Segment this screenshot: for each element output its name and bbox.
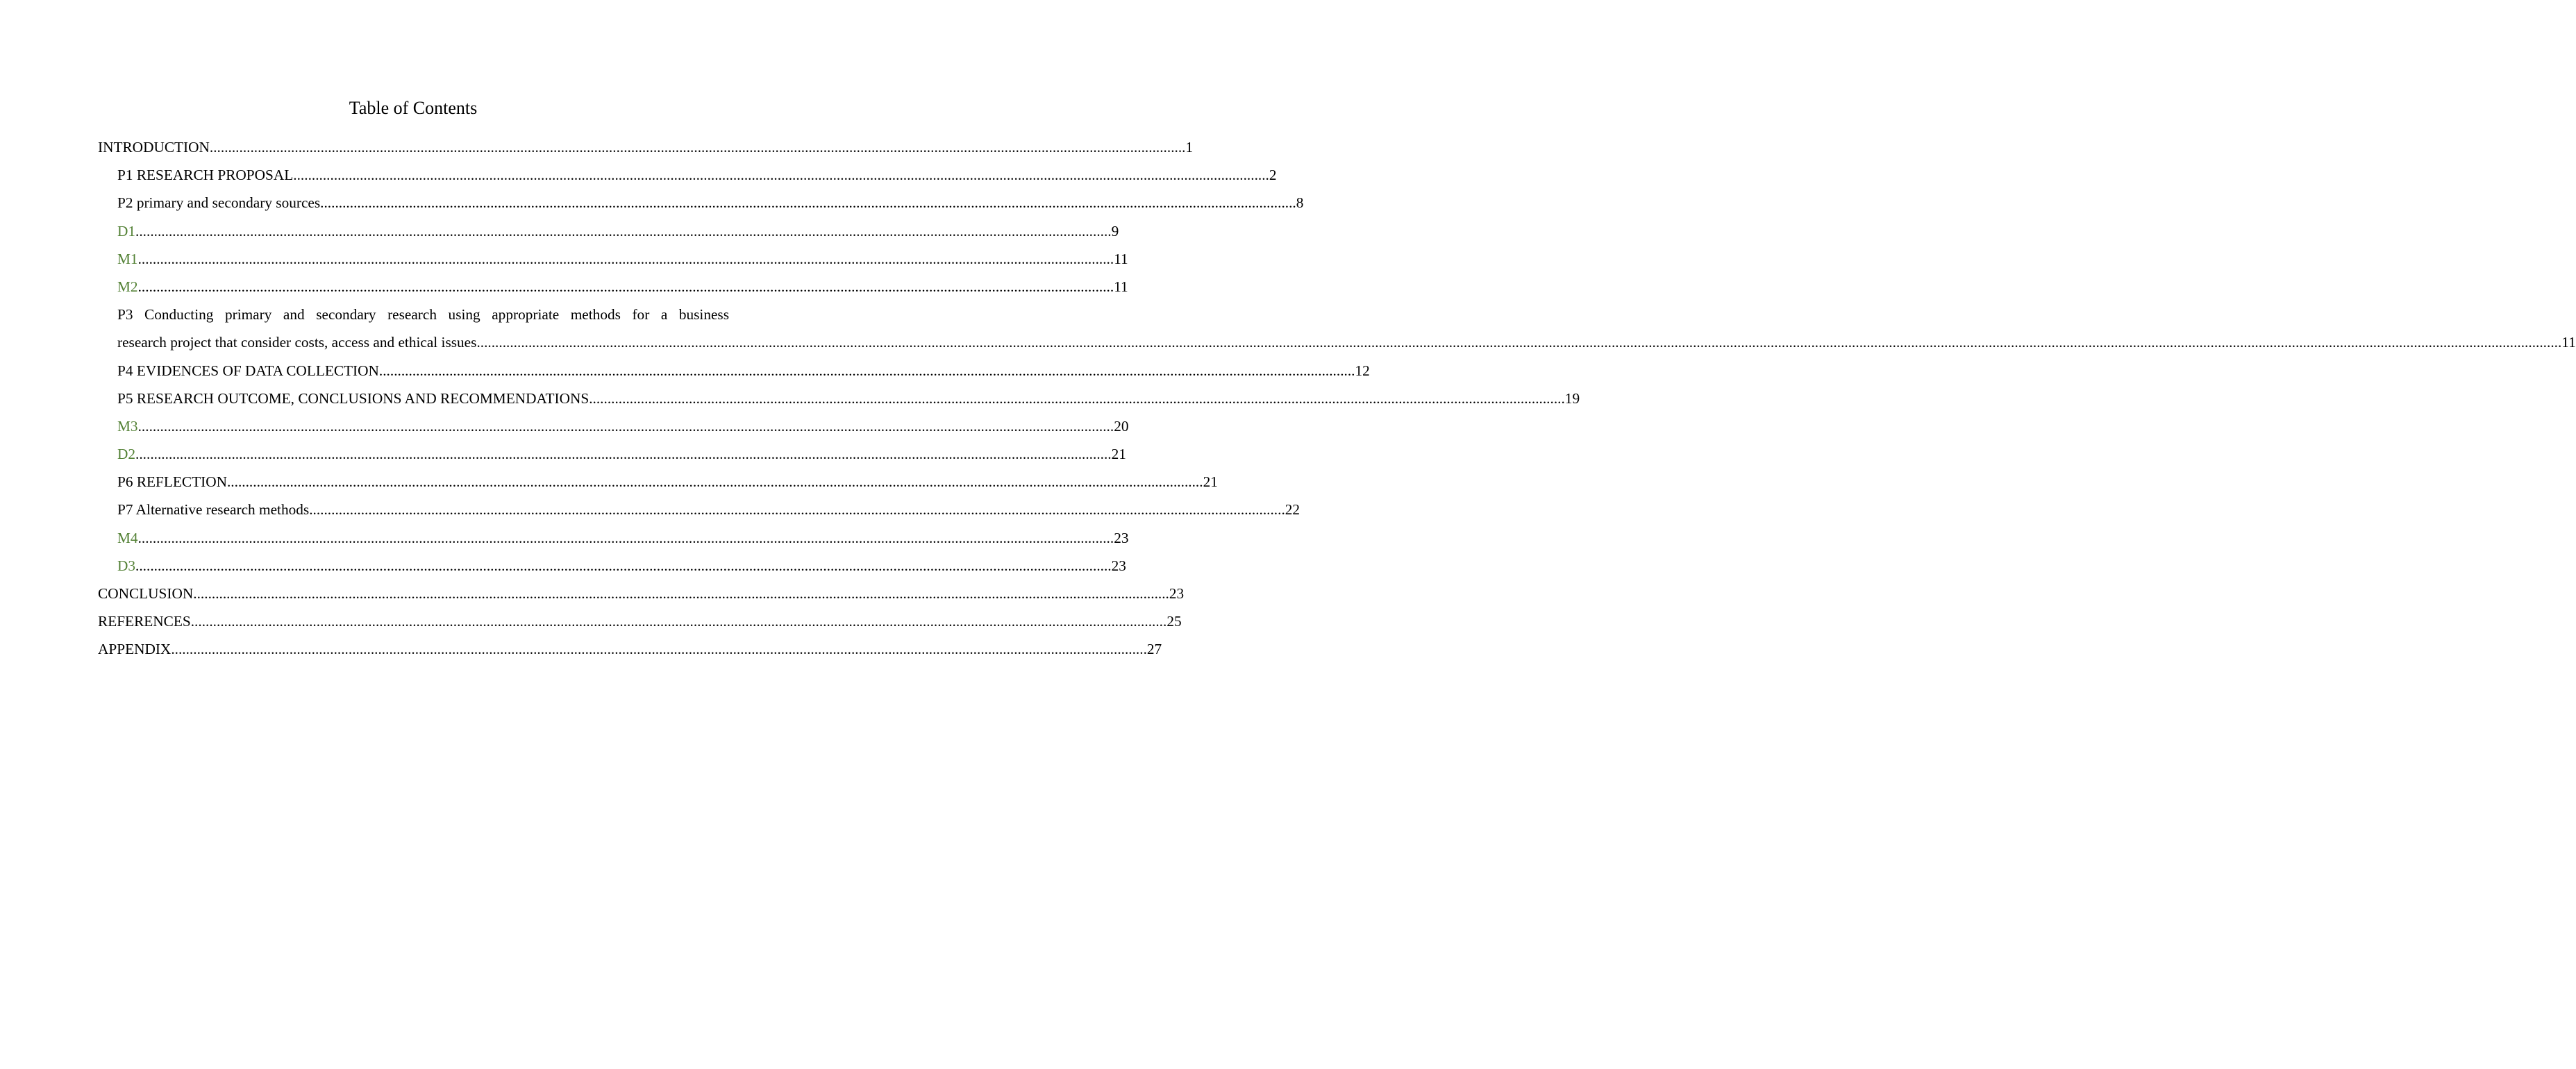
toc-list: [98, 133, 2576, 664]
toc-entry-introduction[interactable]: [98, 133, 1194, 161]
toc-entry-label: INTRODUCTION: [98, 139, 210, 155]
toc-entry-label: M2: [117, 278, 138, 295]
toc-entry-appendix[interactable]: [98, 635, 1162, 663]
toc-entry-label: M4: [117, 529, 138, 546]
toc-entry-label: D1: [117, 222, 136, 239]
toc-entry-label-line1: [117, 301, 729, 328]
dot-leader: [138, 412, 1114, 440]
toc-entry-label: P2 primary and secondary sources: [117, 194, 321, 212]
toc-entry-label: M1: [117, 250, 138, 267]
toc-page-number: 11: [2561, 334, 2576, 351]
toc-entry-m2[interactable]: [117, 273, 1128, 301]
dot-leader: [210, 133, 1186, 161]
toc-entry-m1[interactable]: [117, 245, 1128, 273]
toc-entry-p4[interactable]: [117, 357, 1370, 385]
toc-entry-m4[interactable]: [117, 524, 1129, 552]
dot-leader: ............................................................................................................................................................................................................................................................................................................ .....: [476, 328, 2561, 356]
toc-page-number: 27: [1146, 641, 1162, 658]
dot-leader: [171, 635, 1147, 663]
toc-entry-label: APPENDIX: [98, 641, 172, 658]
toc-page-number: 23: [1111, 557, 1126, 574]
toc-page-number: 23: [1114, 529, 1129, 546]
toc-entry-p7[interactable]: [117, 496, 1300, 523]
toc-page-number: 8: [1296, 194, 1304, 212]
dot-leader: [227, 468, 1203, 496]
toc-entry-p6[interactable]: [117, 468, 1218, 496]
toc-page-number: 21: [1111, 446, 1126, 463]
toc-entry-d2[interactable]: [117, 440, 1126, 468]
toc-entry-label: P6 REFLECTION: [117, 473, 227, 491]
dot-leader: [320, 189, 1296, 217]
toc-entry-label: REFERENCES: [98, 613, 191, 630]
toc-page-number: 11: [1114, 278, 1128, 295]
dot-leader: [379, 357, 1355, 385]
dot-leader: [293, 161, 1269, 189]
toc-page-number: 9: [1111, 222, 1119, 239]
toc-entry-conclusion[interactable]: [98, 580, 1185, 607]
page-title: Table of Contents: [349, 98, 478, 118]
dot-leader: [138, 524, 1114, 552]
toc-entry-p2[interactable]: [117, 189, 1304, 217]
toc-entry-references[interactable]: [98, 607, 1182, 635]
toc-page-number: 25: [1166, 613, 1182, 630]
toc-entry-p5[interactable]: [117, 385, 1580, 412]
toc-entry-label: P4 EVIDENCES OF DATA COLLECTION: [117, 362, 379, 379]
toc-entry-label: P3 Conducting primary and secondary research using appropriate methods for a business: [117, 306, 729, 323]
toc-entry-label: D3: [117, 557, 136, 574]
toc-entry-p1[interactable]: [117, 161, 1277, 189]
toc-entry-label: CONCLUSION: [98, 585, 194, 602]
dot-leader: [138, 273, 1114, 301]
toc-page-number: 12: [1355, 362, 1370, 379]
toc-entry-p3[interactable]: [117, 301, 2576, 356]
toc-entry-d1[interactable]: [117, 217, 1119, 245]
toc-entry-label: M3: [117, 417, 138, 435]
toc-entry-label: P1 RESEARCH PROPOSAL: [117, 167, 294, 184]
toc-page-number: 11: [1114, 250, 1128, 267]
dot-leader: [191, 607, 1167, 635]
dot-leader: [193, 580, 1169, 607]
toc-entry-label: P7 Alternative research methods: [117, 501, 310, 519]
toc-page-number: 22: [1285, 501, 1300, 519]
dot-leader: [309, 496, 1285, 523]
toc-page-number: 19: [1564, 389, 1580, 407]
toc-entry-m3[interactable]: [117, 412, 1129, 440]
dot-leader: [135, 552, 1112, 580]
dot-leader: [589, 385, 1565, 412]
toc-page-number: 21: [1203, 473, 1218, 491]
dot-leader: [135, 217, 1112, 245]
toc-page-number: 20: [1114, 417, 1129, 435]
toc-page-number: 1: [1185, 139, 1194, 155]
toc-page-number: 23: [1169, 585, 1185, 602]
toc-entry-label: research project that consider costs, access and ethical issues: [117, 334, 477, 351]
toc-entry-label: D2: [117, 446, 136, 463]
toc-page-number: 2: [1269, 167, 1277, 184]
toc-entry-label: P5 RESEARCH OUTCOME, CONCLUSIONS AND RECOMMENDATIONS: [117, 389, 589, 407]
dot-leader: [138, 245, 1114, 273]
toc-entry-d3[interactable]: [117, 552, 1126, 580]
dot-leader: [135, 440, 1112, 468]
